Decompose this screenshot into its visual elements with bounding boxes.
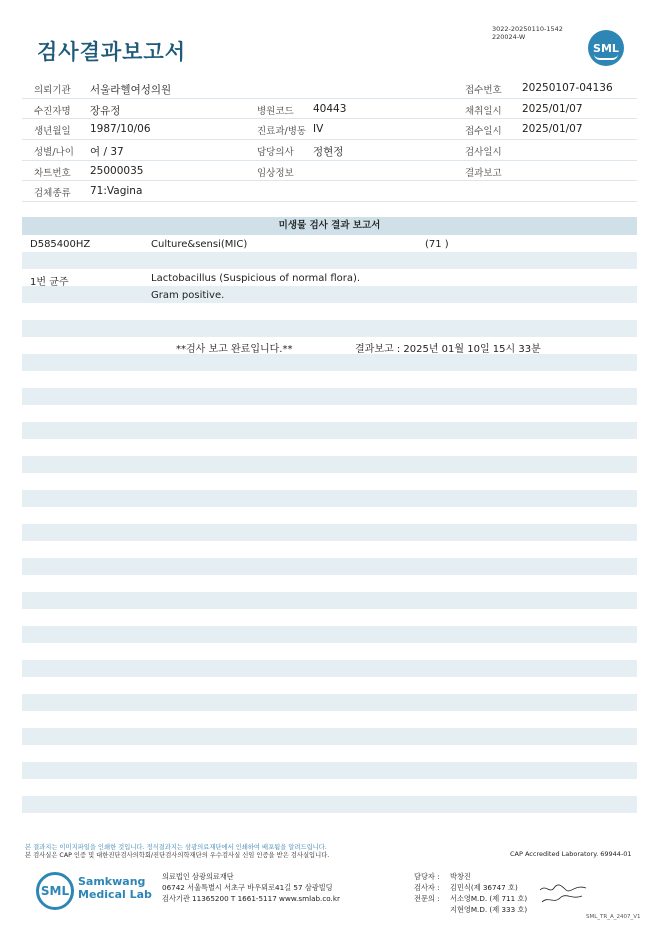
result-stripe xyxy=(22,439,637,456)
info-row xyxy=(22,99,637,120)
staff-label: 전문의 : xyxy=(414,894,440,903)
info-row xyxy=(22,181,637,202)
staff-label: 검사자 : xyxy=(414,883,440,892)
info-value: 1987/10/06 xyxy=(90,123,151,136)
info-label: 검체종류 xyxy=(34,188,71,200)
logo-line2: Medical Lab xyxy=(78,888,152,901)
result-stripe xyxy=(22,456,637,473)
staff-value: 김민식(제 36747 호) xyxy=(450,883,518,892)
result-stripe xyxy=(22,660,637,677)
staff-value: 지현영M.D. (제 333 호) xyxy=(450,905,528,914)
info-row xyxy=(22,78,637,99)
result-stripe xyxy=(22,371,637,388)
info-label: 생년월일 xyxy=(34,126,71,138)
logo-text xyxy=(78,875,152,901)
info-row xyxy=(22,119,637,140)
footer-note: 본 검사실은 CAP 인증 및 대한진단검사의학회/진단검사의학재단의 우수검사실 신임 인증을 받은 검사실입니다. xyxy=(25,852,330,859)
isolate-label: 1번 균주 xyxy=(30,277,69,288)
info-row xyxy=(22,161,637,182)
info-label: 성별/나이 xyxy=(34,147,74,159)
info-row xyxy=(22,140,637,161)
info-value: 정현정 xyxy=(313,146,344,159)
result-stripe xyxy=(22,303,637,320)
result-stripe xyxy=(22,354,637,371)
result-stripe xyxy=(22,473,637,490)
info-label: 접수번호 xyxy=(465,85,502,96)
staff-label: 담당자 : xyxy=(414,872,440,881)
gram-stain: Gram positive. xyxy=(151,290,225,301)
address-line3: 검사기관 11365200 T 1661-5117 www.smlab.co.kr xyxy=(162,894,340,903)
institution-address xyxy=(162,871,340,904)
info-value: 2025/01/07 xyxy=(522,102,583,115)
isolate-result: Lactobacillus (Suspicious of normal flora). xyxy=(151,273,361,284)
result-stripe xyxy=(22,728,637,745)
result-stripe xyxy=(22,609,637,626)
result-stripe xyxy=(22,694,637,711)
micro-section-title: 미생물 검사 결과 보고서 xyxy=(22,217,637,235)
logo-arc-icon xyxy=(594,54,618,60)
info-label: 진료과/병동 xyxy=(257,126,307,138)
staff-row xyxy=(414,871,527,882)
result-stripe xyxy=(22,422,637,439)
result-stripe xyxy=(22,626,637,643)
logo-line1: Samkwang xyxy=(78,875,146,888)
address-line2: 06742 서울특별시 서초구 바우뫼로41길 57 삼광빌딩 xyxy=(162,883,333,892)
info-label: 차트번호 xyxy=(34,167,71,179)
staff-row xyxy=(414,904,527,915)
info-value: 장유정 xyxy=(90,104,121,117)
result-stripe xyxy=(22,235,637,252)
footer-note-blue: 본 결과지는 이미지파일을 인쇄한 것입니다. 정식결과지는 삼광의료재단에서 인쇄하여 배포됨을 알려드립니다. xyxy=(25,844,327,851)
patient-info-table xyxy=(22,78,637,202)
result-stripe xyxy=(22,286,637,303)
result-stripe xyxy=(22,252,637,269)
sml-badge-text: SML xyxy=(593,41,619,55)
info-label: 담당의사 xyxy=(257,147,294,159)
info-value: IV xyxy=(313,123,324,136)
result-stripes xyxy=(22,235,637,830)
result-stripe xyxy=(22,643,637,660)
info-value: 여 / 37 xyxy=(90,146,124,159)
info-label: 접수일시 xyxy=(465,126,502,138)
info-label: 검사일시 xyxy=(465,147,502,159)
info-value: 40443 xyxy=(313,102,347,115)
result-stripe xyxy=(22,813,637,830)
staff-row xyxy=(414,882,527,893)
result-stripe xyxy=(22,490,637,507)
info-label: 결과보고 xyxy=(465,167,502,179)
staff-row xyxy=(414,893,527,904)
info-value: 서울라헬여성의원 xyxy=(90,84,172,96)
sml-logo-badge xyxy=(588,30,624,66)
result-stripe xyxy=(22,337,637,354)
info-label: 채취일시 xyxy=(465,105,502,117)
result-stripe xyxy=(22,796,637,813)
address-line1: 의료법인 삼광의료재단 xyxy=(162,872,234,881)
result-stripe xyxy=(22,745,637,762)
info-value: 25000035 xyxy=(90,164,144,177)
staff-value: 서소영M.D. (제 711 호) xyxy=(450,894,528,903)
result-stripe xyxy=(22,779,637,796)
document-id-line2: 220024-W xyxy=(492,33,526,41)
test-name: Culture&sensi(MIC) xyxy=(151,239,248,250)
specimen-code: (71 ) xyxy=(425,239,449,250)
result-stripe xyxy=(22,524,637,541)
result-stripe xyxy=(22,575,637,592)
sml-logo-icon: SML xyxy=(36,872,74,910)
result-stripe xyxy=(22,592,637,609)
test-code: D585400HZ xyxy=(30,239,91,250)
cap-accreditation: CAP Accredited Laboratory. 69944-01 xyxy=(510,850,632,858)
report-time: 결과보고 : 2025년 01월 10일 15시 33분 xyxy=(355,344,541,355)
document-id-line1: 3022-20250110-1542 xyxy=(492,25,563,33)
info-value: 2025/01/07 xyxy=(522,123,583,136)
info-label: 병원코드 xyxy=(257,105,294,117)
info-label: 임상정보 xyxy=(257,167,294,179)
info-value: 20250107-04136 xyxy=(522,82,613,94)
result-stripe xyxy=(22,541,637,558)
result-stripe xyxy=(22,388,637,405)
staff-value: 박창진 xyxy=(450,872,471,881)
form-code: SML_TR_A_2407_V1 xyxy=(586,914,641,920)
staff-list xyxy=(414,871,527,915)
result-stripe xyxy=(22,405,637,422)
result-stripe xyxy=(22,558,637,575)
signature-icon xyxy=(538,880,588,906)
info-value: 71:Vagina xyxy=(90,185,143,198)
result-stripe xyxy=(22,507,637,524)
result-stripe xyxy=(22,677,637,694)
document-id xyxy=(492,25,563,41)
result-stripe xyxy=(22,762,637,779)
result-stripe xyxy=(22,711,637,728)
info-label: 의뢰기관 xyxy=(34,85,71,96)
info-label: 수진자명 xyxy=(34,105,71,117)
page-title: 검사결과보고서 xyxy=(37,40,187,64)
completion-message: **검사 보고 완료입니다.** xyxy=(176,344,293,355)
result-stripe xyxy=(22,320,637,337)
